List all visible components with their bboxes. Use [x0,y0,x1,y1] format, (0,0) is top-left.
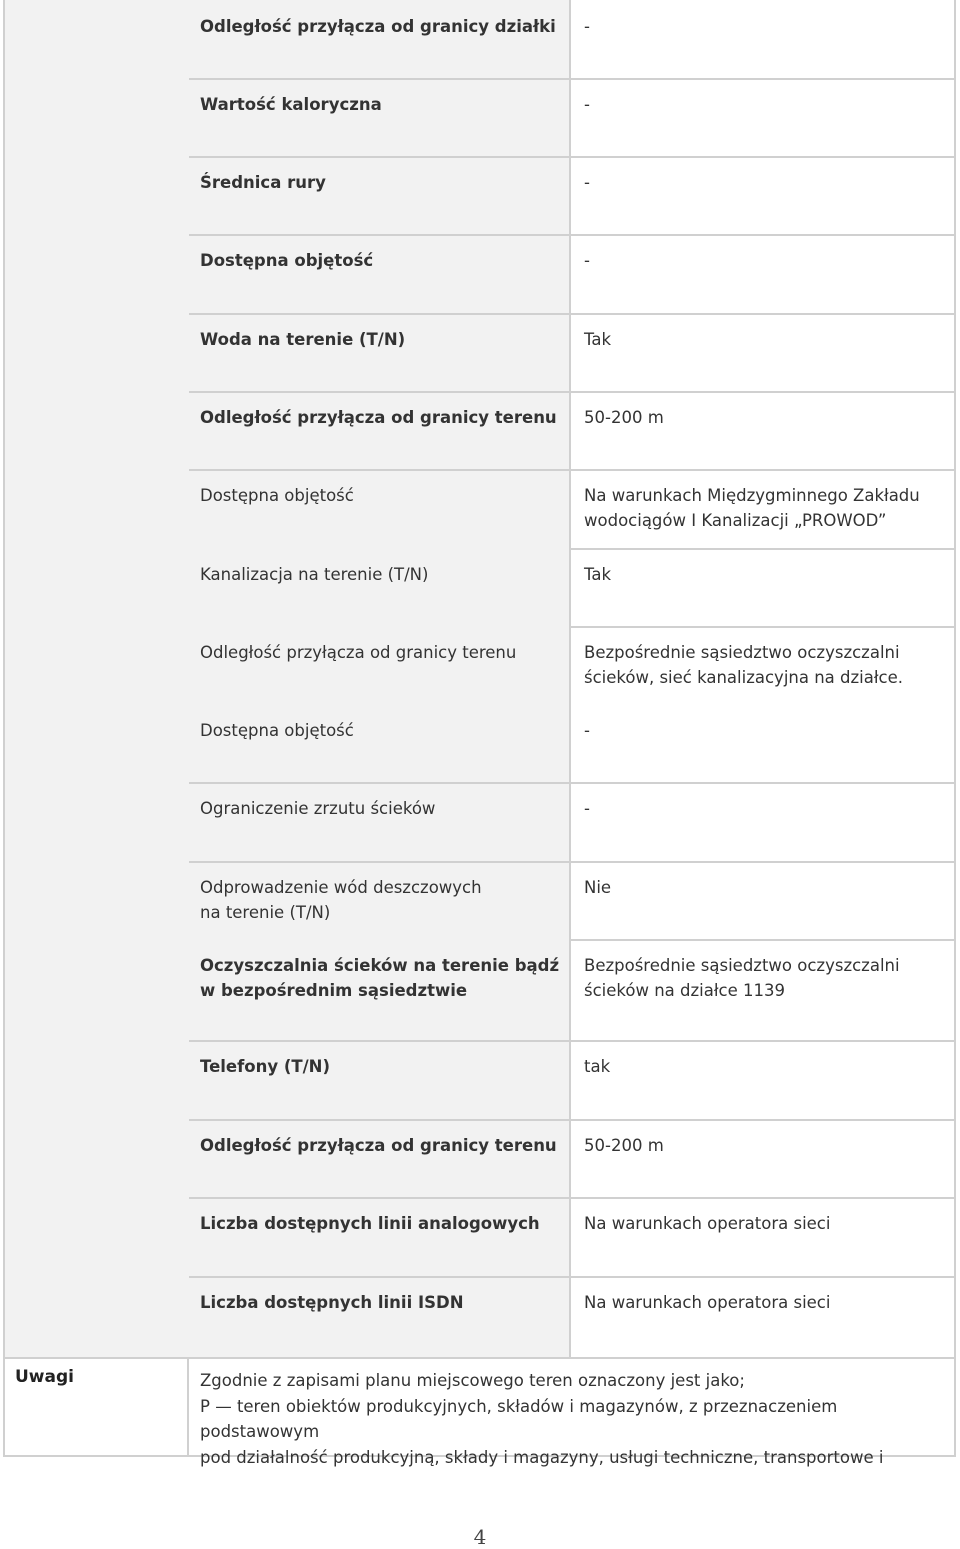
row-value: 50-200 m [584,1136,664,1155]
remarks-text [200,1368,950,1470]
row-value-line2: ścieków na działce 1139 [584,981,785,1000]
section-column [3,0,191,1357]
row-label: Kanalizacja na terenie (T/N) [200,565,429,584]
row-value: - [584,95,590,114]
row-value: Na warunkach operatora sieci [584,1293,831,1312]
row-value-line2: wodociągów I Kanalizacji „PROWOD” [584,511,887,530]
row-label: Dostępna objętość [200,486,354,505]
row-value-line1: Bezpośrednie sąsiedztwo oczyszczalni [584,643,900,662]
row-value: - [584,173,590,192]
row-value: - [584,251,590,270]
row-label: Liczba dostępnych linii analogowych [200,1214,540,1233]
row-divider [189,782,956,784]
row-value: Na warunkach operatora sieci [584,1214,831,1233]
row-value: Nie [584,878,612,897]
remarks-divider [187,1357,189,1457]
row-value: Tak [584,565,612,584]
row-label-line1: Odprowadzenie wód deszczowych [200,878,482,897]
row-label-line2: na terenie (T/N) [200,903,331,922]
row-value-line1: Bezpośrednie sąsiedztwo oczyszczalni [584,956,900,975]
row-label: Ograniczenie zrzutu ścieków [200,799,436,818]
row-value: - [584,721,590,740]
row-label: Odległość przyłącza od granicy działki [200,17,556,36]
row-label: Średnica rury [200,173,326,192]
row-divider [571,548,956,550]
remarks-line-2: P — teren obiektów produkcyjnych, składów i magazynów, z przeznaczeniem podstawowym [200,1396,838,1441]
row-divider [189,1119,956,1121]
row-label: Telefony (T/N) [200,1057,331,1076]
row-value: - [584,17,590,36]
row-divider [189,313,956,315]
row-label: Dostępna objętość [200,721,354,740]
row-divider [189,391,956,393]
row-value: 50-200 m [584,408,664,427]
row-label: Liczba dostępnych linii ISDN [200,1293,464,1312]
row-label: Odległość przyłącza od granicy terenu [200,1136,557,1155]
row-divider [189,234,956,236]
remarks-label: Uwagi [15,1367,74,1387]
page-number: 4 [473,1525,487,1549]
row-divider [189,1197,956,1199]
row-value: - [584,799,590,818]
remarks-line-1: Zgodnie z zapisami planu miejscowego teren oznaczony jest jako; [200,1371,745,1390]
row-value-line1: Na warunkach Międzygminnego Zakładu [584,486,920,505]
row-divider [189,1040,956,1042]
row-divider [189,1276,956,1278]
row-label: Odległość przyłącza od granicy terenu [200,408,557,427]
remarks-line-3: pod działalność produkcyjną, składy i magazyny, usługi techniczne, transportowe i [200,1447,884,1467]
row-value-line2: ścieków, sieć kanalizacyjna na działce. [584,668,904,687]
row-value: tak [584,1057,611,1076]
row-label: Wartość kaloryczna [200,95,382,114]
row-divider [571,626,956,628]
row-divider [189,156,956,158]
row-label: Dostępna objętość [200,251,374,270]
row-divider [189,469,956,471]
row-label: Odległość przyłącza od granicy terenu [200,643,517,662]
row-label-line2: w bezpośrednim sąsiedztwie [200,981,468,1000]
row-divider [571,939,956,941]
row-divider [189,861,956,863]
row-label: Woda na terenie (T/N) [200,330,406,349]
row-label-line1: Oczyszczalnia ścieków na terenie bądź [200,956,560,975]
row-divider [189,78,956,80]
row-value: Tak [584,330,612,349]
